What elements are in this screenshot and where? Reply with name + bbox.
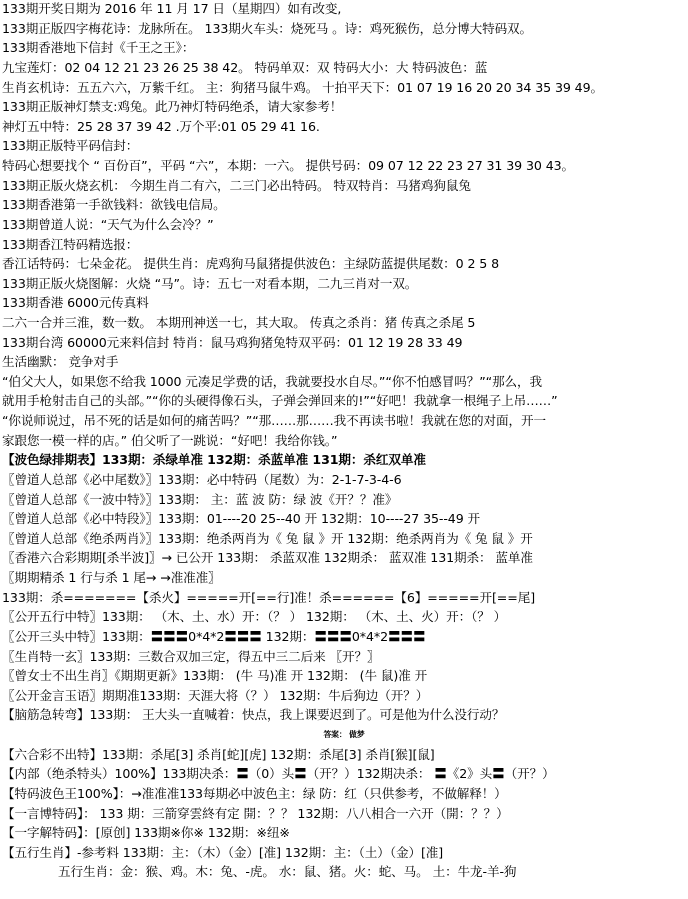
no-special-line: 【六合彩不出特】133期：杀尾[3] 杀肖[蛇][虎] 132期：杀尾[3] 杀肖[猴][鼠] (2, 746, 435, 762)
special-segment-line: 〖曾道人总部《必中特段》〗133期：01----20 25--40 开 132期：10----27 35--49 开 (2, 511, 481, 527)
humor-heading: 生活幽默： 竞争对手 (2, 354, 119, 370)
xiangjiang-line: 香江话特码：七朵金花。 提供生肖：虎鸡狗马鼠猪提供波色：主绿防蓝提供尾数：0 2 5 8 (2, 256, 500, 272)
taoist-saying-line: 133期曾道人说：“天气为什么会冷？” (2, 216, 214, 232)
envelope-heading: 133期正版特平码信封： (2, 138, 139, 154)
one-char-special-line: 【一字解特码】：[原创] 133期※你※ 132期：※纽※ (2, 825, 290, 841)
brain-teaser-answer: 答案： 做梦 (323, 730, 365, 739)
five-elements-line: 〖公开五行中特〗133期： （木、土、水）开：（？ ） 132期： （木、土、火）开：（？ ） (2, 609, 507, 625)
plum-poem-line: 133期正版四字梅花诗：龙脉所在。 133期火车头：烧死马 。诗：鸡死猴伤，总分博大特码双。 (2, 20, 533, 36)
golden-words-line: 〖公开金言玉语〗期期准133期：天涯大将（？） 132期：牛后狗边（开？） (2, 687, 429, 703)
madam-zeng-line: 〖曾女士不出生肖〗《期期更新》133期： (牛 马)准 开 132期： (牛 鼠)准 开 (2, 668, 428, 684)
five-element-key-line: 五行生肖：金：猴、鸡。木：兔、-虎。 水：鼠、猪。火：蛇、马。 土：牛龙-羊-狗 (58, 864, 517, 880)
kill-row-tail-heading: 〖期期精杀 1 行与杀 1 尾→ →准准准〗 (2, 570, 221, 585)
three-heads-line: 〖公开三头中特〗133期：〓〓〓0*4*2〓〓〓 132期：〓〓〓0*4*2〓〓〓 (2, 628, 426, 644)
kill-two-zodiac-line: 〖曾道人总部《绝杀两肖》〗133期：绝杀两肖为《 兔 鼠 》开 132期：绝杀两肖为《 兔 鼠 》开 (2, 530, 533, 546)
fax-heading: 133期香港 6000元传真料 (2, 295, 149, 311)
humor-text-1: “伯父大人，如果您不给我 1000 元凑足学费的话，我就要投水自尽。”“你不怕感冒吗？”“那么，我 (2, 373, 543, 389)
desire-money-line: 133期香港第一手欲钱料：欲钱电信局。 (2, 197, 226, 213)
draw-date-line: 133期开奖日期为 2016 年 11 月 17 日（星期四）如有改变, (2, 1, 342, 16)
fire-diagram-line: 133期正版火烧图解：火烧 “马”。诗：五七一对看本期，二九三肖对一双。 (2, 275, 418, 291)
kill-head-line: 【内部（绝杀特头）100%】133期决杀：〓（0）头〓（开？）132期决杀： 〓《2》头〓（开？） (2, 766, 555, 782)
zodiac-poem-line: 生肖玄机诗：五五六六，万紫千红。 主：狗猪马鼠牛鸡。 十拍平天下：01 07 19 16 20 20 34 35 39 49。 (2, 79, 603, 95)
one-word-special-line: 【一言博特码】： 133 期：三箭穿雲終有定 開：？？ 132期：八八相合一六开（開：？？） (2, 805, 509, 821)
kill-half-wave-line: 〖香港六合彩期期[杀半波]〗→ 已公开 133期： 杀蓝双准 132期杀： 蓝双准 131期杀： 蓝单准 (2, 550, 533, 566)
kill-row-tail-line: 133期：杀=======【杀火】=====开[==行]准！杀======【6】=====开[==尾] (2, 589, 536, 605)
humor-text-3: “你说师说过，吊不死的话是如何的痛苦吗？”“那……那……我不再读书啦！我就在您的对面，开一 (2, 413, 547, 429)
fire-mystery-line: 133期正版火烧玄机： 今期生肖二有六，二三门必出特码。 特双特肖：马猪鸡狗鼠兔 (2, 177, 471, 193)
five-element-zodiac-line: 【五行生肖】-参考料 133期：主：（木）（金）[准] 132期：主：（土）（金）[准] (2, 844, 444, 860)
wave-king-line: 【特码波色王100%】：→准准准133每期必中波色主：绿 防：红（只供参考，不做解释！） (2, 785, 507, 801)
tail-number-line: 〖曾道人总部《必中尾数》〗133期：必中特码（尾数）为：2-1-7-3-4-6 (2, 471, 402, 487)
humor-text-4: 家跟您一模一样的店。” 伯父听了一跳说：“好吧！我给你钱。” (2, 432, 338, 448)
humor-text-2: 就用手枪射击自己的头部。”“你的头硬得像石头，子弹会弹回来的!”“好吧！我就拿一根绳子上吊……” (2, 393, 558, 409)
zodiac-mystery-line: 〖生肖特一玄〗133期：三数合双加三定，得五中三二后来 〖开？〗 (2, 648, 380, 664)
hundred-percent-line: 特码心想要找个 “ 百份百”，平码 “六”，本期：一六。 提供号码：09 07 12 22 23 27 31 39 30 43。 (2, 158, 575, 173)
xiangjiang-heading: 133期香江特码精选报： (2, 236, 139, 252)
color-schedule-line: 【波色绿排期表】133期：杀绿单准 132期：杀蓝单准 131期：杀红双单准 (2, 452, 426, 468)
fax-line: 二六一合并三淮，数一数。 本期刑神送一七，其大取。 传真之杀肖：猪 传真之杀尾 5 (2, 315, 476, 330)
lamp-five-line: 神灯五中特：25 28 37 39 42 .万个平:01 05 29 41 16. (2, 118, 320, 134)
taiwan-envelope-line: 133期台湾 60000元来料信封 特肖：鼠马鸡狗猪兔特双平码：01 12 19 28 33 49 (2, 334, 463, 350)
underground-envelope-heading: 133期香港地下信封《千王之王》： (2, 40, 195, 56)
nine-lotus-lamp-line: 九宝莲灯：02 04 12 21 23 26 25 38 42。 特码单双：双 特码大小：大 特码波色：蓝 (2, 59, 488, 75)
brain-teaser-line: 【脑筋急转弯】133期： 王大头一直喊着：快点，我上课要迟到了。可是他为什么没行动？ (2, 707, 505, 723)
lamp-ban-line: 133期正版神灯禁支:鸡兔。此乃神灯特码绝杀，请大家参考！ (2, 99, 343, 115)
one-wave-line: 〖曾道人总部《一波中特》〗133期： 主：蓝 波 防：绿 波《开？？准》 (2, 491, 398, 507)
